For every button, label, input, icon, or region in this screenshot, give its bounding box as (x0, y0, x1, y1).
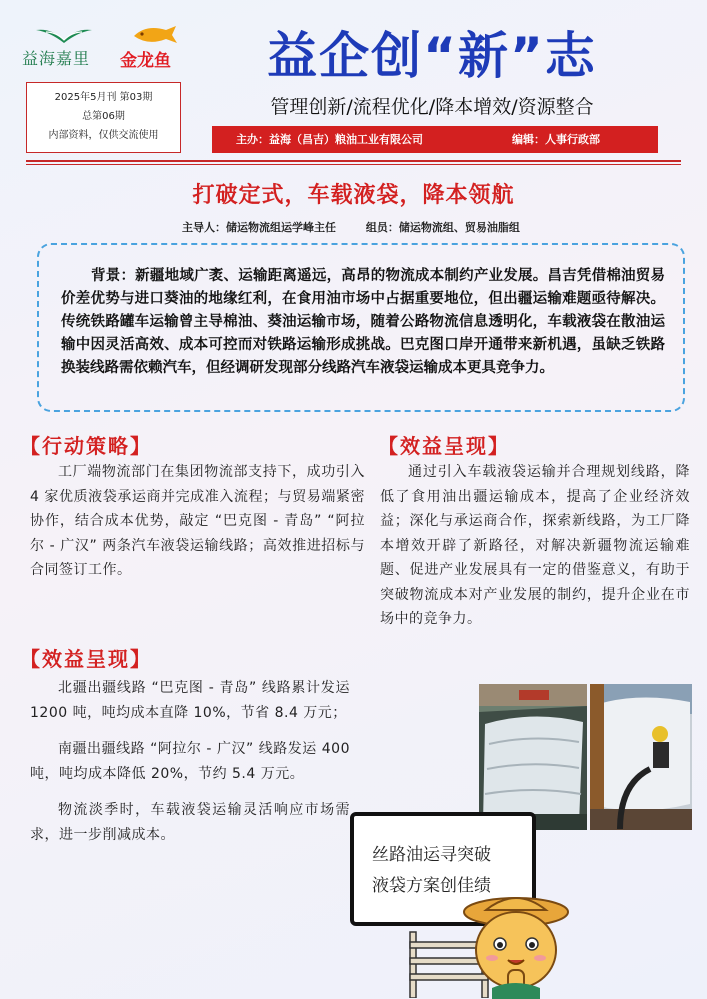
strategy-title: 【行动策略】 (20, 434, 152, 458)
right-results-section (380, 460, 690, 632)
jinlong-logo (118, 24, 186, 70)
background-text: 背景：新疆地域广袤、运输距离遥远，高昂的物流成本制约产业发展。昌吉凭借棉油贸易价差优势与进口葵油的地缘红利，在食用油市场中占据重要地位，但出疆运输难题亟待解决。传统铁路罐车运输曾主导棉油、葵油运输市场，随着公路物流信息透明化，车载液袋在散油运输中因灵活高效、成本可控而对铁路运输形成挑战。巴克图口岸开通带来新机遇，虽缺乏铁路换装线路需依赖汽车，但经调研发现部分线路汽车液袋运输成本更具竞争力。 (61, 268, 665, 376)
liquid-bag-truck-photo (479, 684, 587, 830)
divider (26, 164, 681, 165)
masthead-title: 益企创“新”志 (267, 27, 597, 85)
fish-icon (132, 24, 178, 46)
jinlong-logo-text: 金龙鱼 (120, 51, 171, 71)
yihai-logo (22, 26, 110, 70)
editor-text: 编辑：人事行政部 (512, 133, 600, 146)
right-results-text: 通过引入车载液袋运输并合理规划线路，降低了食用油出疆运输成本，提高了企业经济效益；深化与承运商合作，探索新线路，为工厂降本增效开辟了新路径，对解决新疆物流运输难题、促进产业发展具有一定的借鉴意义，有助于突破物流成本对产业发展的制约，提升企业在市场中的竞争力。 (380, 464, 690, 627)
divider (26, 160, 681, 162)
article-headline: 打破定式，车载液袋，降本领航 (192, 183, 515, 208)
masthead-info-bar (212, 126, 658, 153)
leader-text: 主导人：储运物流组运学峰主任 (182, 221, 336, 234)
right-results-title: 【效益呈现】 (378, 434, 510, 458)
slogan-line-2: 液袋方案创佳绩 (372, 876, 491, 896)
oil-loading-photo (590, 684, 692, 830)
issue-info-box (26, 82, 181, 153)
issue-date: 2025年5月刊 第03期 (54, 92, 153, 103)
host-text: 主办：益海（昌吉）粮油工业有限公司 (236, 133, 423, 146)
wing-icon (34, 26, 94, 44)
results-offseason: 物流淡季时，车载液袋运输灵活响应市场需求，进一步削减成本。 (30, 802, 350, 843)
slogan-line-1: 丝路油运寻突破 (372, 845, 491, 865)
strategy-section (30, 460, 365, 583)
left-results-section (30, 676, 350, 847)
results-south: 南疆出疆线路 “阿拉尔 - 广汉” 线路发运 400 吨，吨均成本降低 20%，节约 5.4 万元。 (30, 741, 350, 782)
issue-total: 总第06期 (82, 111, 125, 122)
results-north: 北疆出疆线路 “巴克图 - 青岛” 线路累计发运 1200 吨，吨均成本直降 10%，节省 8.4 万元； (30, 680, 350, 721)
team-text: 组员：储运物流组、贸易油脂组 (365, 221, 520, 234)
issue-note: 内部资料，仅供交流使用 (48, 130, 159, 141)
background-box (37, 243, 685, 412)
left-results-title: 【效益呈现】 (20, 647, 152, 671)
masthead-subtitle: 管理创新/流程优化/降本增效/资源整合 (270, 96, 594, 118)
article-credits (182, 219, 520, 235)
mascot-icon (456, 892, 576, 999)
strategy-text: 工厂端物流部门在集团物流部支持下，成功引入 4 家优质液袋承运商并完成准入流程；与贸易端紧密协作，结合成本优势，敲定 “巴克图 - 青岛” “阿拉尔 - 广汉” 两条汽车液袋运输线路；高效推进招标与合同签订工作。 (30, 464, 365, 578)
yihai-logo-text: 益海嘉里 (22, 49, 91, 68)
